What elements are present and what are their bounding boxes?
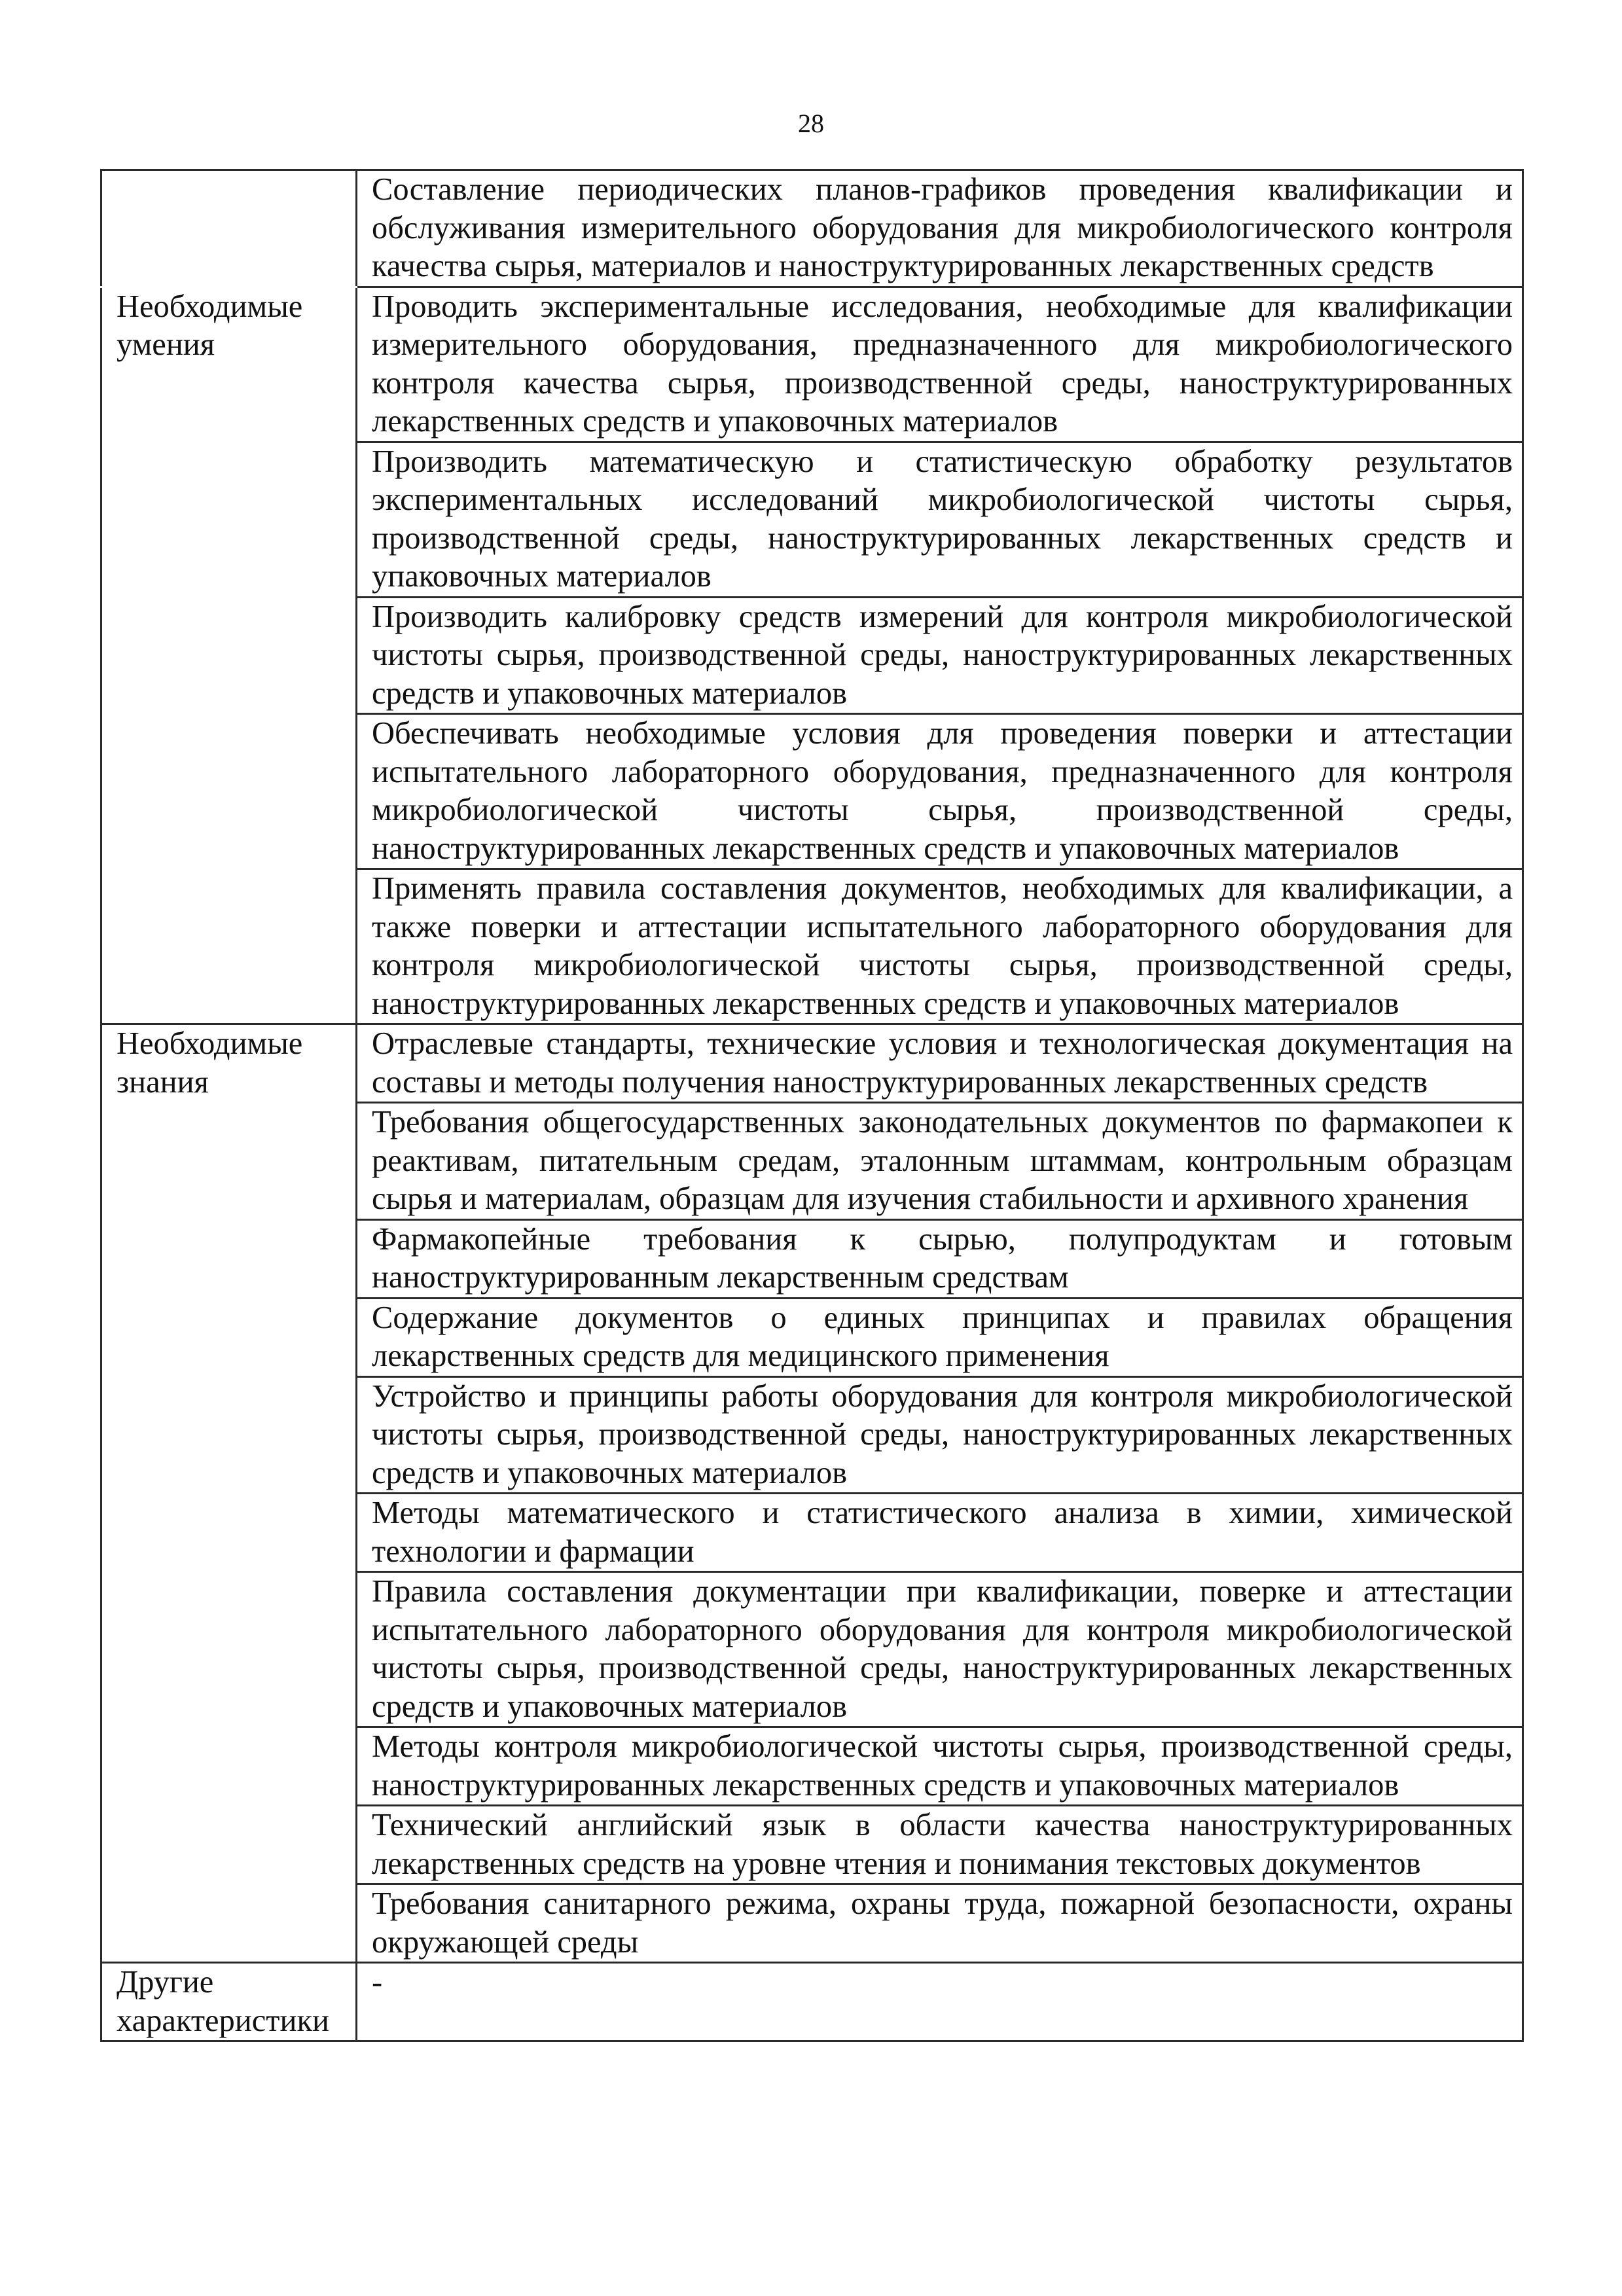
skill-item: Производить калибровку средств измерений для контроля микробиологической чистоты сырья, производственной среды, наноструктурированных лекарственных средств и упаковочных материалов xyxy=(357,597,1523,714)
other-value: - xyxy=(357,1963,1523,2041)
label-cell-empty xyxy=(101,170,357,287)
skill-item: Обеспечивать необходимые условия для проведения поверки и аттестации испытательного лабораторного оборудования, предназначенного для контроля микробиологической чистоты сырья, производственной среды, наноструктурированных лекарственных средств и упаковочных материалов xyxy=(357,714,1523,869)
knowledge-item: Требования общегосударственных законодательных документов по фармакопеи к реактивам, питательным средам, эталонным штаммам, контрольным образцам сырья и материалам, образцам для изучения стабильности и архивного хранения xyxy=(357,1103,1523,1220)
table-row xyxy=(101,170,1523,287)
skill-item: Применять правила составления документов, необходимых для квалификации, а также поверки и аттестации испытательного лабораторного оборудования для контроля микробиологической чистоты сырья, производственной среды, наноструктурированных лекарственных средств и упаковочных материалов xyxy=(357,869,1523,1024)
knowledge-item: Содержание документов о единых принципах и правилах обращения лекарственных средств для медицинского применения xyxy=(357,1298,1523,1376)
knowledge-item: Правила составления документации при квалификации, поверке и аттестации испытательного лабораторного оборудования для контроля микробиологической чистоты сырья, производственной среды, наноструктурированных лекарственных средств и упаковочных материалов xyxy=(357,1572,1523,1727)
knowledge-item: Методы контроля микробиологической чистоты сырья, производственной среды, наноструктурированных лекарственных средств и упаковочных материалов xyxy=(357,1727,1523,1806)
knowledge-item: Технический английский язык в области качества наноструктурированных лекарственных средств на уровне чтения и понимания текстовых документов xyxy=(357,1806,1523,1884)
other-label: Другие характеристики xyxy=(101,1963,357,2041)
skill-item: Производить математическую и статистическую обработку результатов экспериментальных исследований микробиологической чистоты сырья, производственной среды, наноструктурированных лекарственных средств и упаковочных материалов xyxy=(357,442,1523,597)
table-row xyxy=(101,287,1523,442)
cell-text: Составление периодических планов-графиков проведения квалификации и обслуживания измерительного оборудования для микробиологического контроля качества сырья, материалов и наноструктурированных лекарственных средств xyxy=(357,170,1523,287)
page-number: 28 xyxy=(798,109,824,138)
table-row xyxy=(101,1024,1523,1103)
knowledge-label: Необходимые знания xyxy=(101,1024,357,1963)
skill-item: Проводить экспериментальные исследования, необходимые для квалификации измерительного оборудования, предназначенного для микробиологического контроля качества сырья, производственной среды, наноструктурированных лекарственных средств и упаковочных материалов xyxy=(357,287,1523,442)
skills-label: Необходимые умения xyxy=(101,287,357,1024)
competency-table xyxy=(100,169,1524,2042)
knowledge-item: Отраслевые стандарты, технические условия и технологическая документация на составы и методы получения наноструктурированных лекарственных средств xyxy=(357,1024,1523,1103)
knowledge-item: Методы математического и статистического анализа в химии, химической технологии и фармации xyxy=(357,1494,1523,1572)
knowledge-item: Требования санитарного режима, охраны труда, пожарной безопасности, охраны окружающей среды xyxy=(357,1884,1523,1963)
table-row xyxy=(101,1963,1523,2041)
knowledge-item: Фармакопейные требования к сырью, полупродуктам и готовым наноструктурированным лекарственным средствам xyxy=(357,1219,1523,1298)
knowledge-item: Устройство и принципы работы оборудования для контроля микробиологической чистоты сырья, производственной среды, наноструктурированных лекарственных средств и упаковочных материалов xyxy=(357,1376,1523,1494)
